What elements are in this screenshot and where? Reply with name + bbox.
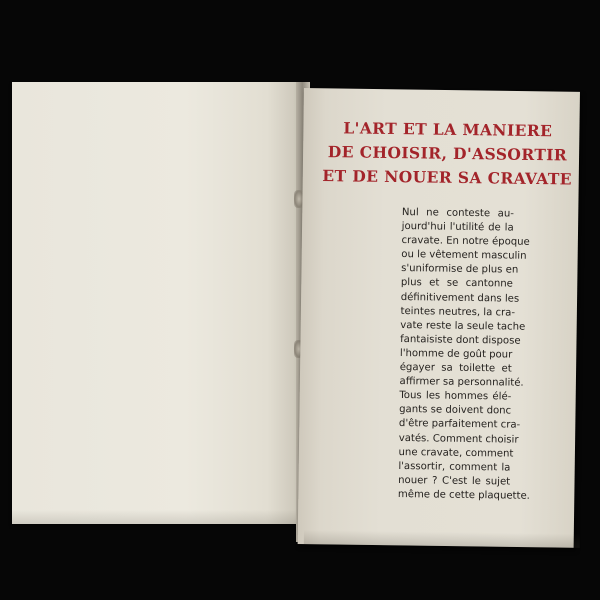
paragraph-line: vatés. Comment choisir: [398, 432, 519, 446]
page-title: [319, 116, 576, 192]
paragraph-line: affirmer sa personnalité.: [399, 376, 524, 389]
intro-paragraph: [397, 206, 531, 504]
title-line: ET DE NOUER SA CRAVATE: [322, 166, 573, 189]
right-page-shadow: [304, 530, 580, 548]
paragraph-line: vate reste la seule tache: [400, 319, 526, 333]
left-page-shadow: [12, 510, 302, 524]
paragraph-line: même de cette plaquette.: [397, 488, 531, 502]
paragraph-line: nouer ? C'est le sujet: [398, 474, 511, 488]
paragraph-line: d'être parfaitement cra-: [398, 418, 521, 432]
paragraph-line: égayer sa toilette et: [399, 362, 512, 375]
paragraph-line: cravate. En notre époque: [401, 235, 530, 248]
paragraph-line: gants se doivent donc: [399, 404, 512, 417]
title-line: L'ART ET LA MANIERE: [343, 118, 553, 141]
paragraph-line: teintes neutres, la cra-: [400, 305, 516, 319]
paragraph-line: définitivement dans les: [400, 291, 520, 305]
paragraph-line: s'uniformise de plus en: [401, 263, 519, 277]
paragraph-line: ou le vêtement masculin: [401, 249, 527, 263]
paragraph-line: Tous les hommes élé-: [399, 390, 512, 403]
paragraph-line: fantaisiste dont dispose: [400, 333, 521, 347]
paragraph-line: Nul ne conteste au-: [401, 206, 514, 220]
left-page-blank: [12, 82, 302, 524]
paragraph-line: plus et se cantonne: [400, 277, 513, 291]
paragraph-line: l'assortir, comment la: [398, 460, 511, 474]
paragraph-line: l'homme de goût pour: [399, 347, 513, 361]
paragraph-line: une cravate, comment: [398, 446, 514, 460]
paragraph-line: jourd'hui l'utilité de la: [401, 221, 514, 234]
title-line: DE CHOISIR, D'ASSORTIR: [327, 142, 568, 165]
